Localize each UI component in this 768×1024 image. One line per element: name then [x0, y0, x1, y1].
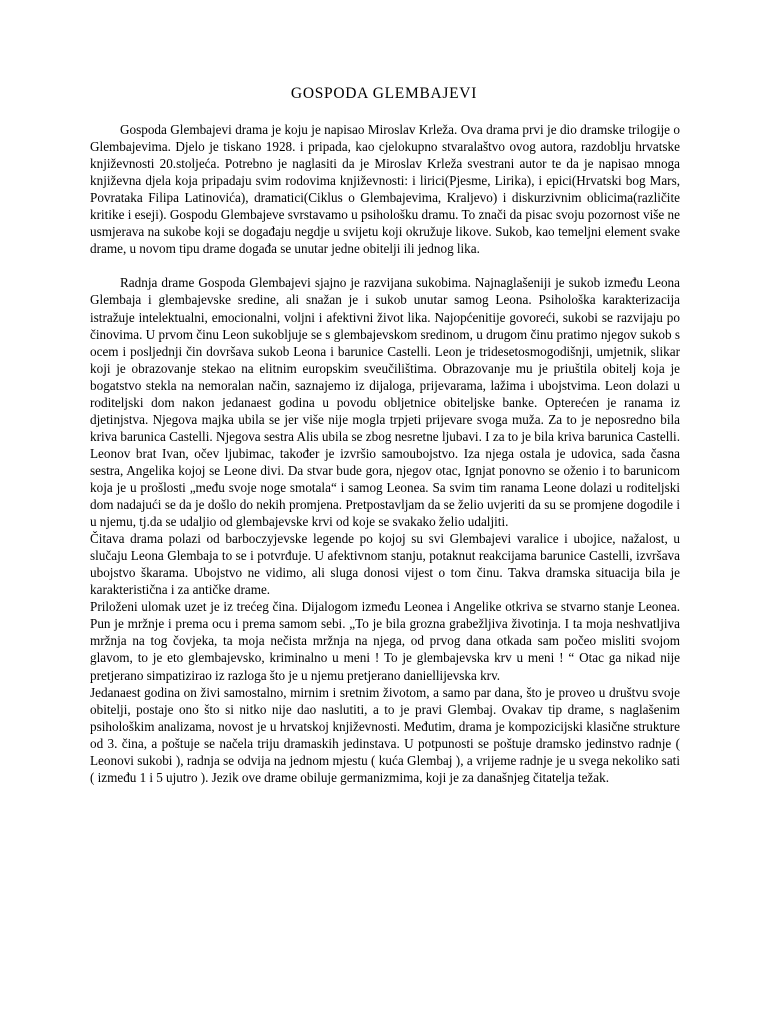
paragraph-4: Priloženi ulomak uzet je iz trećeg čina. Dijalogom između Leonea i Angelike otkriva se stvarno stanje Leonea. Pun je mržnje i prema ocu i prema samom sebi. „To je bila grozna grabežljiva životinja. I ta moja neshvatljiva mržnja na tog čovjeka, ta moja nečista mržnja na njega, od prvog dana otkada sam počeo misliti svojom glavom, to je eto glembajevsko, kriminalno u meni ! To je glembajevska krv u meni ! “ Otac ga nikad nije pretjerano simpatizirao iz razloga što je u njemu pretjerano daniellijevska krv. — [90, 599, 680, 683]
page-title: GOSPODA GLEMBAJEVI — [290, 85, 478, 102]
document-body — [90, 121, 680, 786]
paragraph-5: Jedanaest godina on živi samostalno, mirnim i sretnim životom, a samo par dana, što je proveo u društvu svoje obitelji, postaje ono što si nitko nije dao naslutiti, a to je pravi Glembaj. Ovakav tip drame, s naglašenim psihološkim analizama, novost je u hrvatskoj književnosti. Međutim, drama je kompozicijski klasične strukture od 3. čina, a poštuje se načela triju dramaskih jedinstava. U potpunosti se poštuje dramsko jedinstvo radnje ( Leonovi sukobi ), radnja se odvija na jednom mjestu ( kuća Glembaj ), a vrijeme radnje je u svega nekoliko sati ( između 1 i 5 ujutro ). Jezik ove drame obiluje germanizmima, koji je za današnjeg čitatelja težak. — [90, 684, 680, 785]
paragraph-2: Radnja drame Gospoda Glembajevi sjajno je razvijana sukobima. Najnaglašeniji je sukob između Leona Glembaja i glembajevske sredine, ali snažan je i sukob unutar samog Leona. Psihološka karakterizacija istražuje intelektualni, emocionalni, voljni i afektivni život lika. Najopćenitije govoreći, sukobi se razvijaju po činovima. U prvom činu Leon sukobljuje se s glembajevskom sredinom, u drugom činu pratimo njegov sukob s ocem i posljednji čin dovršava sukob Leona i barunice Castelli. Leon je tridesetosmogodišnji, umjetnik, slikar koji je obrazovanje stekao na elitnim europskim sveučilištima. Obrazovanje mu je priuštila obitelj koja je bogatstvo stekla na nemoralan način, saznajemo iz dijaloga, prijevarama, lažima i ubojstvima. Leon dolazi u roditeljski dom nakon jedanaest godina u povodu obljetnice obiteljske banke. Opterećen je ranama iz djetinjstva. Njegova majka ubila se jer više nije mogla trpjeti prijevare svoga muža. Za to je neposredno bila kriva barunica Castelli. Njegova sestra Alis ubila se zbog nesretne ljubavi. I za to je bila kriva barunica Castelli. Leonov brat Ivan, očev ljubimac, također je izvršio samoubojstvo. Iza njega ostala je udovica, sada časna sestra, Angelika kojoj se Leone divi. Da stvar bude gora, njegov otac, Ignjat ponovno se oženio i to barunicom koja je u prošlosti „među svoje noge smotala“ i samog Leonea. Sa svim tim ranama Leone dolazi u roditeljski dom nadajući se da je došlo do nekih promjena. Pretpostavljam da se želio uvjeriti da su se promjene dogodile i u njemu, tj.da se udaljio od glembajevske krvi od koje se svakako želio udaljiti. — [90, 275, 680, 530]
paragraph-spacer — [90, 257, 680, 274]
paragraph-1: Gospoda Glembajevi drama je koju je napisao Miroslav Krleža. Ova drama prvi je dio dramske trilogije o Glembajevima. Djelo je tiskano 1928. i pripada, kao cjelokupno stvaralaštvo ovog autora, razdoblju hrvatske književnosti 20.stoljeća. Potrebno je naglasiti da je Miroslav Krleža svestrani autor te da je napisao mnoga književna djela koja pripadaju svim rodovima književnosti: i lirici(Pjesme, Lirika), i epici(Hrvatski bog Mars, Povrataka Filipa Latinovića), dramatici(Ciklus o Glembajevima, Kraljevo) i diskurzivnim oblicima(različite kritike i eseji). Gospodu Glembajeve svrstavamo u psihološku dramu. To znači da pisac svoju pozornost više ne usmjerava na sukobe koji se događaju negdje u svijetu koji okružuje likove. Sukob, kao temeljni element svake drame, u novom tipu drame događa se unutar jedne obitelji ili jednog lika. — [90, 122, 680, 257]
paragraph-3: Čitava drama polazi od barboczyjevske legende po kojoj su svi Glembajevi varalice i ubojice, nažalost, u slučaju Leona Glembaja to se i potvrđuje. U afektivnom stanju, potaknut reakcijama barunice Castelli, izvršava ubojstvo škarama. Ubojstvo ne vidimo, ali sluga donosi vijest o tom činu. Takva dramska situacija bila je karakteristična i za antičke drame. — [90, 531, 680, 598]
